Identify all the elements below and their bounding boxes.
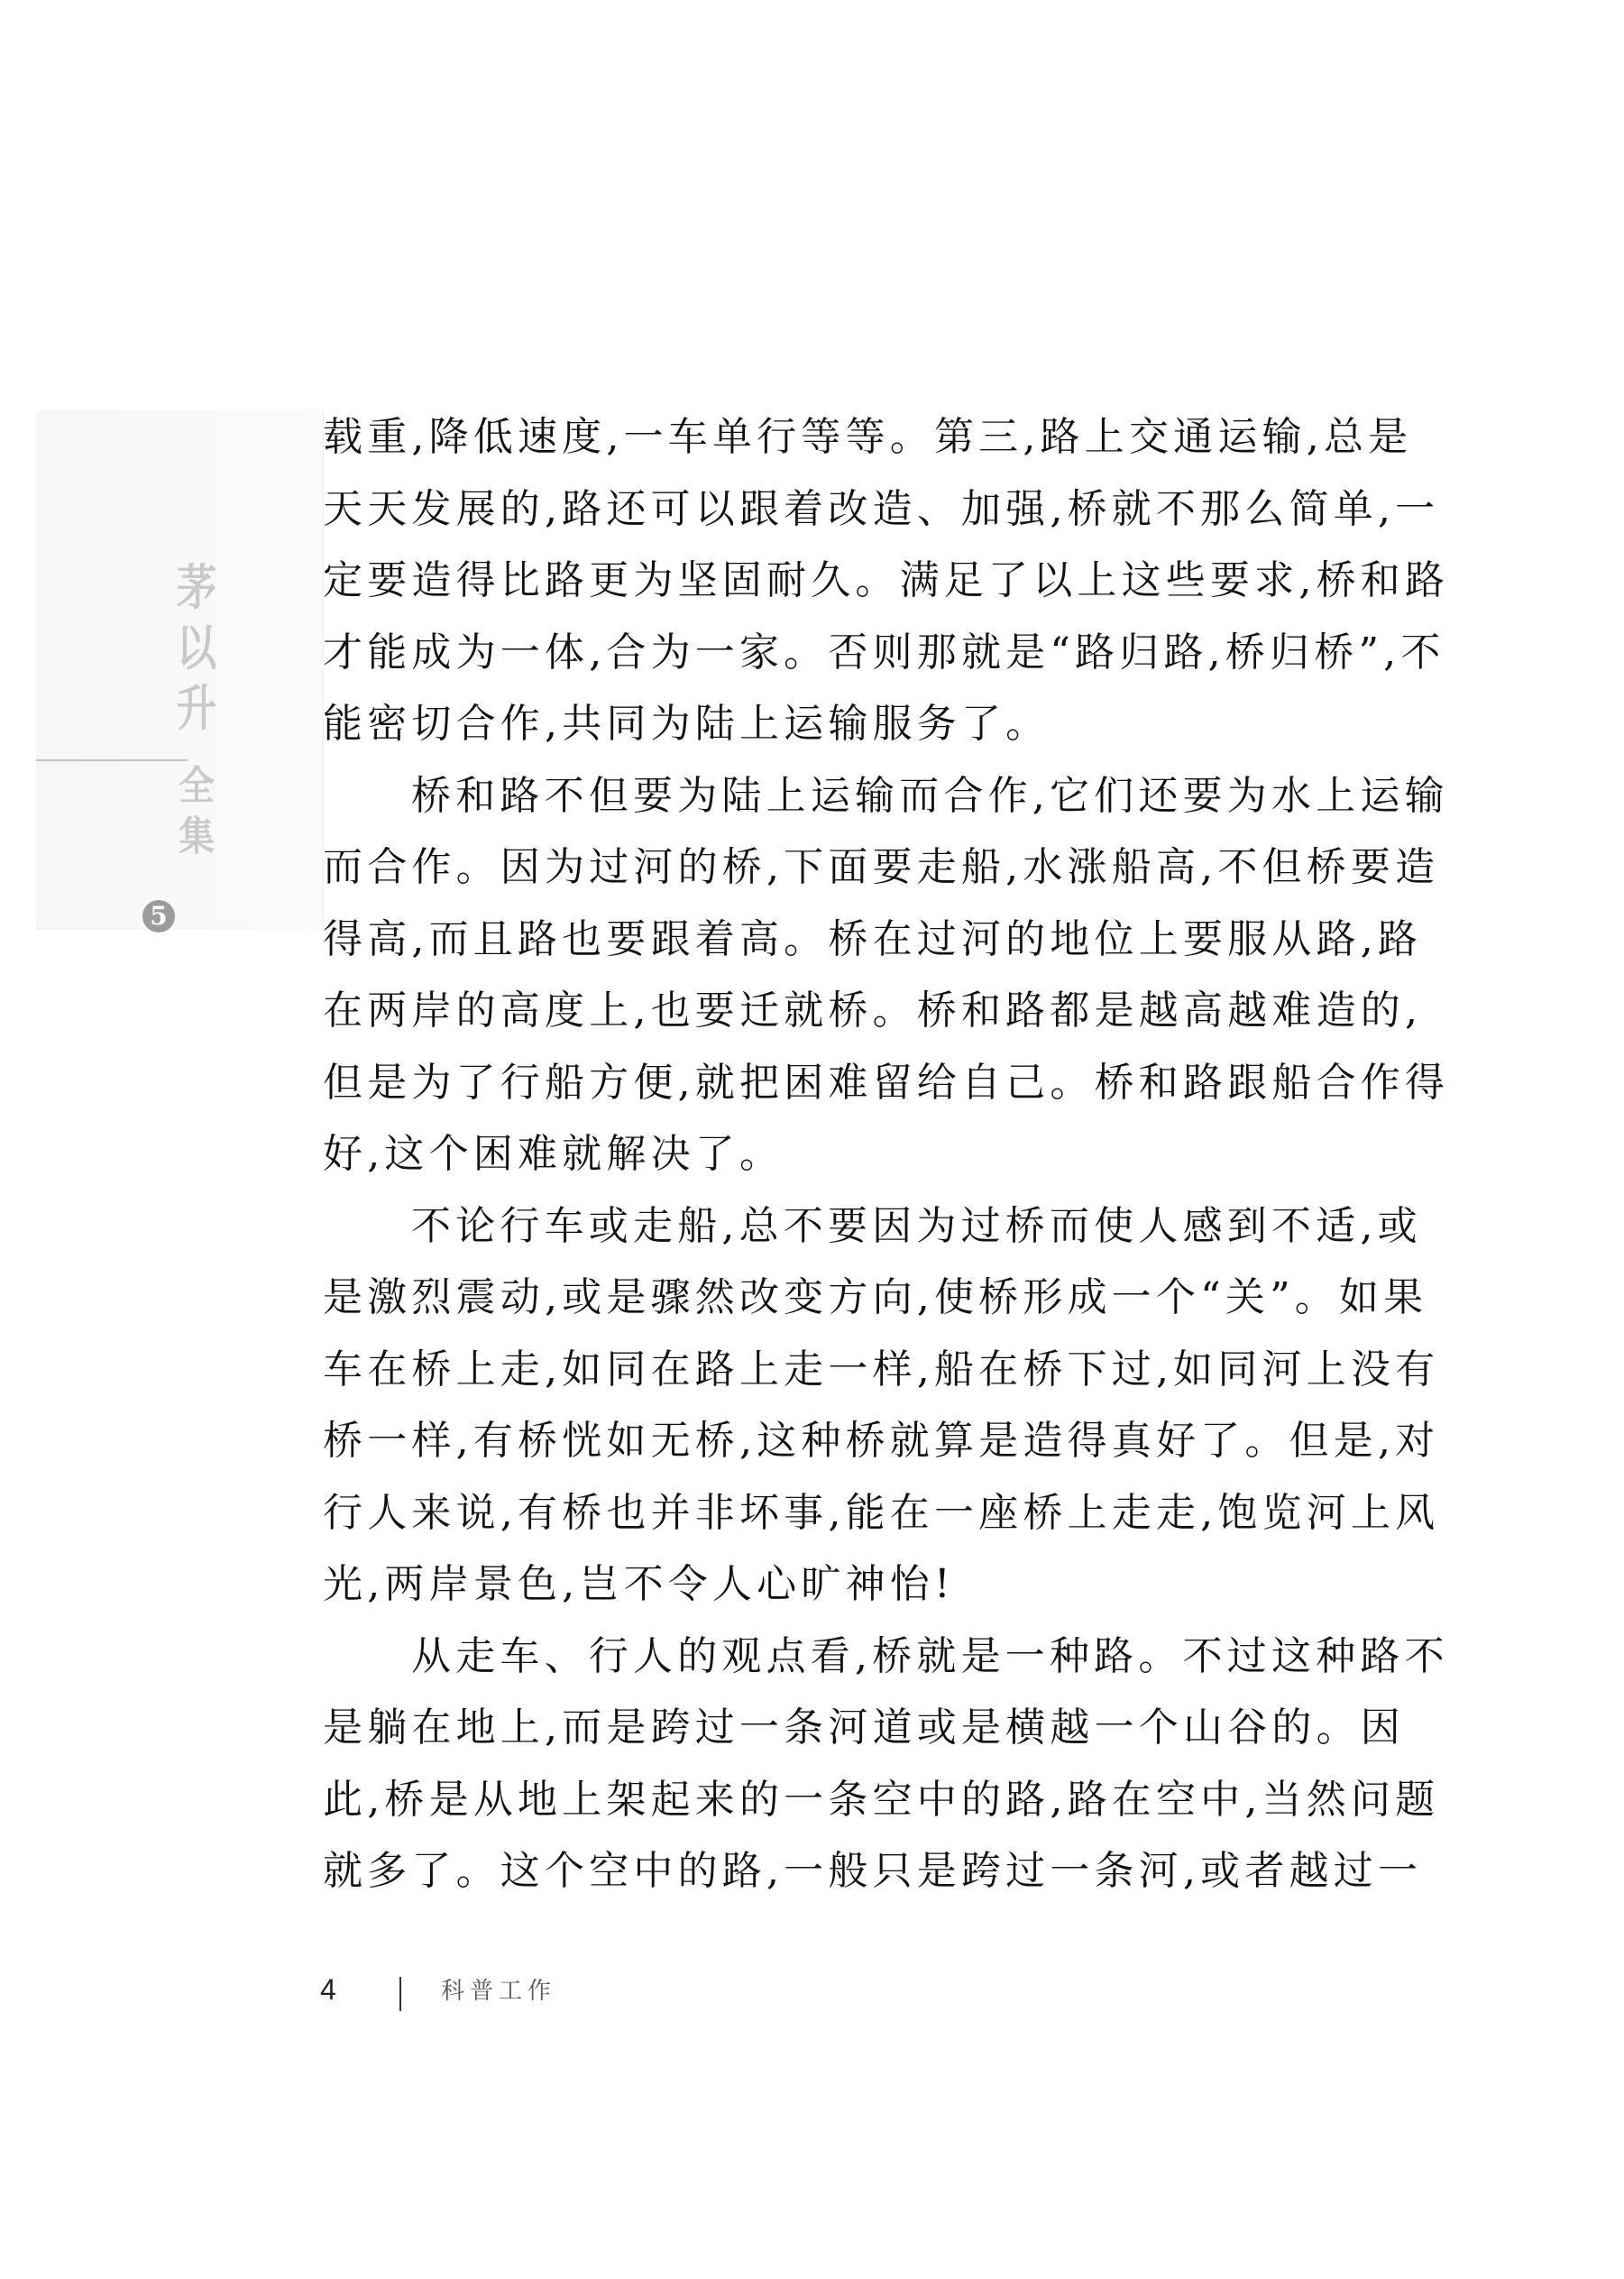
text-line: 载重,降低速度,一车单行等等。第三,路上交通运输,总是 (323, 414, 1413, 460)
text-line: 此,桥是从地上架起来的一条空中的路,路在空中,当然问题 (323, 1776, 1440, 1823)
text-line: 不论行车或走船,总不要因为过桥而使人感到不适,或 (411, 1202, 1422, 1249)
text-line: 能密切合作,共同为陆上运输服务了。 (323, 701, 1051, 747)
series-sidebar-panel (36, 410, 324, 930)
text-line: 桥和路不但要为陆上运输而合作,它们还要为水上运输 (411, 772, 1449, 819)
text-line: 行人来说,有桥也并非坏事,能在一座桥上走走,饱览河上风 (323, 1489, 1440, 1536)
text-line: 是躺在地上,而是跨过一条河道或是横越一个山谷的。因 (323, 1705, 1405, 1751)
author-char: 以 (176, 620, 217, 676)
text-line: 桥一样,有桥恍如无桥,这种桥就算是造得真好了。但是,对 (323, 1418, 1440, 1464)
text-line: 好,这个困难就解决了。 (323, 1131, 784, 1177)
footer-divider (399, 1977, 401, 2011)
author-char: 升 (176, 680, 217, 737)
text-line: 在两岸的高度上,也要迁就桥。桥和路都是越高越难造的, (323, 988, 1423, 1034)
page-number: 4 (320, 1973, 336, 2006)
text-line: 才能成为一体,合为一家。否则那就是“路归路,桥归桥”,不 (323, 629, 1445, 675)
text-line: 从走车、行人的观点看,桥就是一种路。不过这种路不 (411, 1632, 1449, 1679)
text-line: 车在桥上走,如同在路上走一样,船在桥下过,如同河上没有 (323, 1346, 1440, 1392)
collection-char: 集 (179, 813, 215, 859)
text-line: 天天发展的,路还可以跟着改造、加强,桥就不那么简单,一 (323, 485, 1440, 532)
volume-number-badge: 5 (142, 900, 175, 933)
body-text-column (323, 410, 1450, 1916)
text-line: 得高,而且路也要跟着高。桥在过河的地位上要服从路,路 (323, 915, 1423, 962)
series-author-title (170, 559, 224, 745)
running-section-title: 科普工作 (441, 1978, 557, 2005)
text-line: 就多了。这个空中的路,一般只是跨过一条河,或者越过一 (323, 1848, 1423, 1894)
author-char: 茅 (176, 559, 217, 616)
text-line: 而合作。因为过河的桥,下面要走船,水涨船高,不但桥要造 (323, 844, 1440, 890)
text-line: 光,两岸景色,岂不令人心旷神怡! (323, 1561, 955, 1607)
text-line: 是激烈震动,或是骤然改变方向,使桥形成一个“关”。如果 (323, 1274, 1428, 1320)
collection-char: 全 (179, 763, 215, 809)
text-line: 但是为了行船方便,就把困难留给自己。桥和路跟船合作得 (323, 1059, 1450, 1106)
text-line: 定要造得比路更为坚固耐久。满足了以上这些要求,桥和路 (323, 557, 1450, 603)
series-collection-title (170, 763, 224, 868)
series-divider-line (36, 759, 188, 761)
